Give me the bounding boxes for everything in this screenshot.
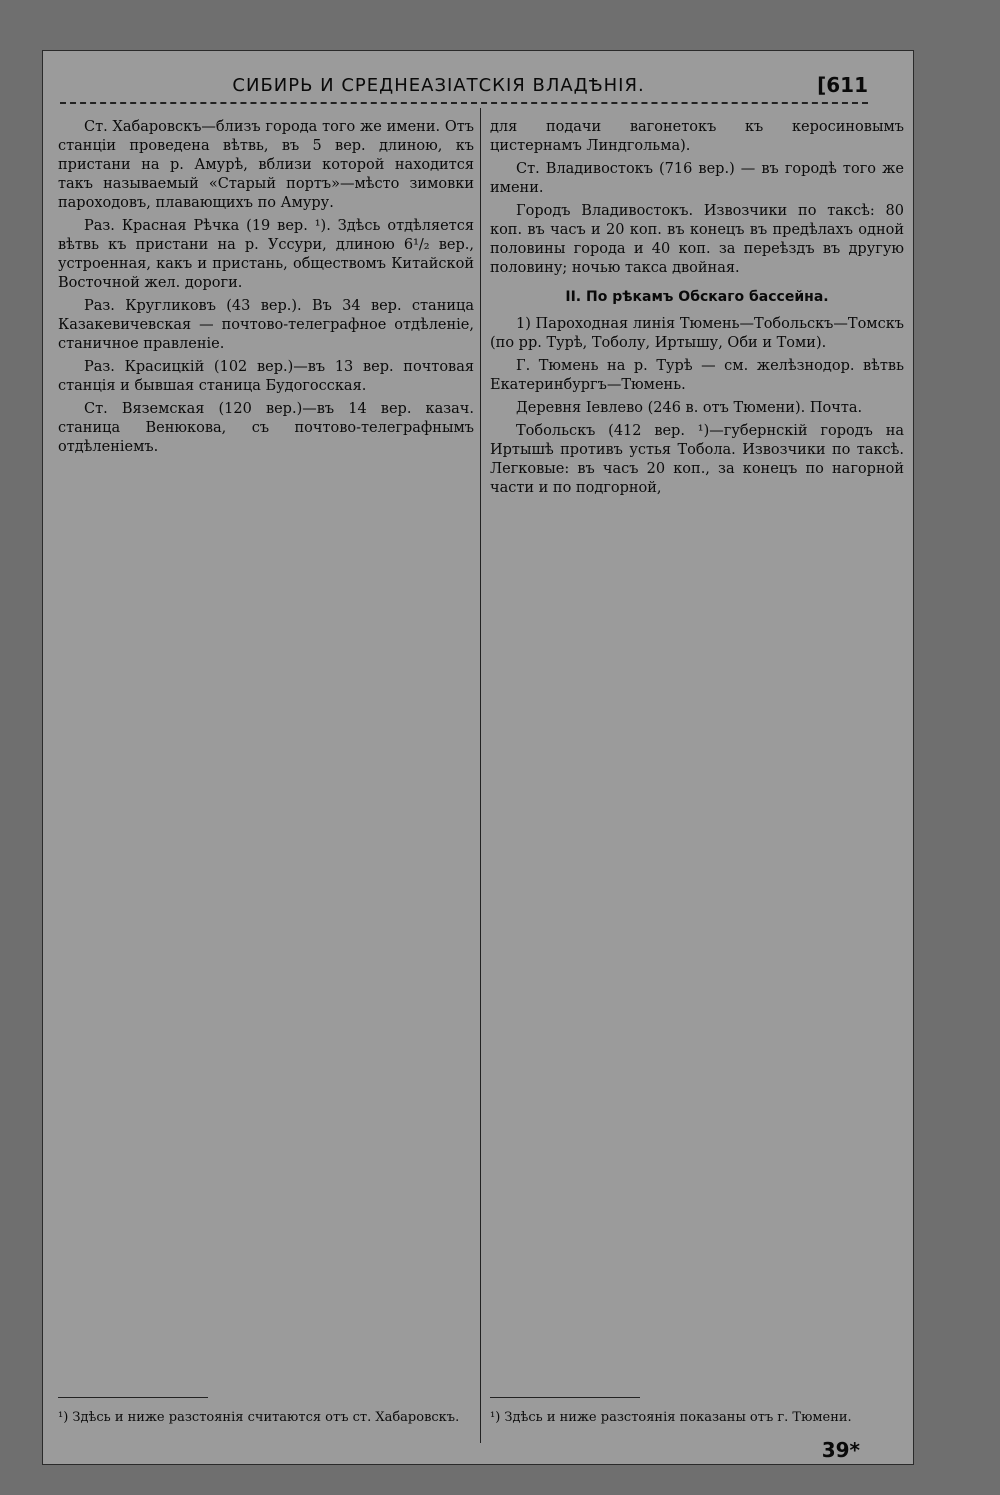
footnote-rule	[490, 1397, 640, 1398]
paragraph: Ст. Хабаровскъ—близъ города того же имени. Отъ станціи проведена вѣтвь, въ 5 вер. длиною, къ пристани на р. Амурѣ, вблизи которой находится такъ называемый «Старый портъ»—мѣсто зимовки пароходовъ, плавающихъ по Амуру.	[58, 119, 474, 211]
paragraph: Ст. Вяземская (120 вер.)—въ 14 вер. казач. станица Венюкова, съ почтово-телеграфнымъ отдѣленіемъ.	[58, 401, 474, 455]
header-rule	[60, 102, 868, 104]
footnote-right: ¹) Здѣсь и ниже разстоянія показаны отъ г. Тюмени.	[490, 1410, 852, 1425]
page-header	[60, 70, 868, 100]
footnote-left: ¹) Здѣсь и ниже разстоянія считаются отъ ст. Хабаровскъ.	[58, 1410, 460, 1425]
paragraph: Г. Тюмень на р. Турѣ — см. желѣзнодор. вѣтвь Екатеринбургъ—Тюмень.	[490, 358, 904, 393]
page-number: [611	[817, 73, 868, 97]
paragraph: Раз. Красная Рѣчка (19 вер. ¹). Здѣсь отдѣляется вѣтвь къ пристани на р. Уссури, длиною 6¹/₂ вер., устроенная, какъ и пристань, обществомъ Китайской Восточной жел. дороги.	[58, 218, 474, 291]
section-heading: II. По рѣкамъ Обскаго бассейна.	[565, 289, 829, 305]
running-title: СИБИРЬ И СРЕДНЕАЗІАТСКІЯ ВЛАДѢНІЯ.	[232, 74, 645, 96]
left-column	[58, 118, 474, 461]
column-divider	[480, 108, 481, 1443]
paragraph: Раз. Кругликовъ (43 вер.). Въ 34 вер. станица Казакевичевская — почтово-телеграфное отдѣленіе, станичное правленіе.	[58, 298, 474, 352]
paragraph: Городъ Владивостокъ. Извозчики по таксѣ: 80 коп. въ часъ и 20 коп. въ конецъ въ предѣлахъ одной половины города и 40 коп. за переѣздъ въ другую половину; ночью такса двойная.	[490, 203, 904, 276]
paragraph: 1) Пароходная линія Тюмень—Тобольскъ—Томскъ (по рр. Турѣ, Тоболу, Иртышу, Оби и Томи).	[490, 316, 904, 351]
paragraph: для подачи вагонетокъ къ керосиновымъ цистернамъ Линдгольма).	[490, 119, 904, 154]
paragraph: Тобольскъ (412 вер. ¹)—губернскій городъ на Иртышѣ противъ устья Тобола. Извозчики по таксѣ. Легковые: въ часъ 20 коп., за конецъ по нагорной части и по подгорной,	[490, 423, 904, 496]
signature-mark: 39*	[821, 1438, 860, 1462]
right-column	[490, 118, 904, 502]
paragraph: Деревня Іевлево (246 в. отъ Тюмени). Почта.	[516, 400, 863, 416]
paragraph: Раз. Красицкій (102 вер.)—въ 13 вер. почтовая станція и бывшая станица Будогосская.	[58, 359, 474, 394]
footnote-rule	[58, 1397, 208, 1398]
paragraph: Ст. Владивостокъ (716 вер.) — въ городѣ того же имени.	[490, 161, 904, 196]
